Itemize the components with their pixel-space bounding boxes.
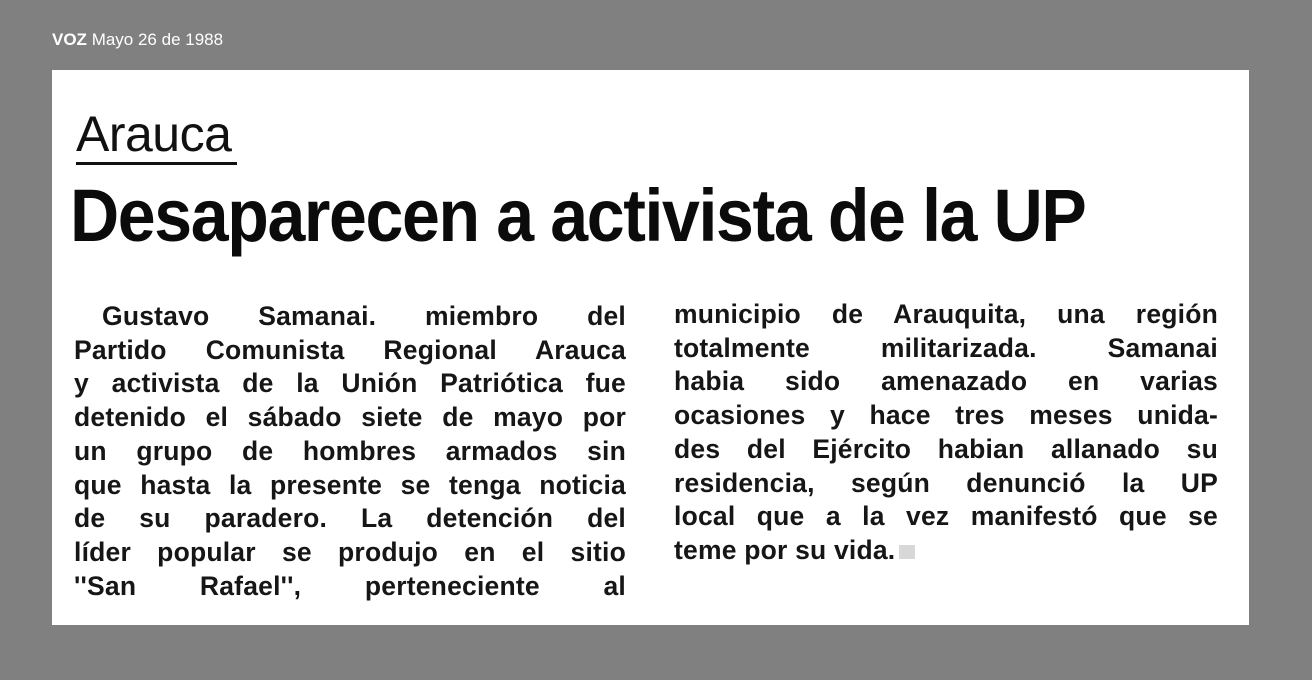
body-line: ''San Rafael'', perteneciente al bbox=[74, 570, 626, 601]
newspaper-clipping bbox=[52, 70, 1249, 625]
body-line: líder popular se produjo en el sitio bbox=[74, 536, 626, 567]
article-column-left bbox=[74, 300, 626, 603]
body-line: ocasiones y hace tres meses unida- bbox=[674, 400, 1218, 431]
source-caption bbox=[52, 30, 223, 50]
body-line-last bbox=[674, 534, 1218, 568]
body-line: residencia, según denunció la UP bbox=[674, 467, 1218, 498]
body-line: local que a la vez manifestó que se bbox=[674, 501, 1218, 532]
body-line: de su paradero. La detención del bbox=[74, 503, 626, 534]
body-line: y activista de la Unión Patriótica fue bbox=[74, 368, 626, 399]
body-line: totalmente militarizada. Samanai bbox=[674, 332, 1218, 363]
body-line: habia sido amenazado en varias bbox=[674, 366, 1218, 397]
body-line: des del Ejército habian allanado su bbox=[674, 433, 1218, 464]
article-column-right bbox=[674, 298, 1218, 568]
body-line: Gustavo Samanai. miembro del bbox=[102, 301, 626, 331]
body-line-text: teme por su vida. bbox=[674, 534, 896, 565]
section-heading: Arauca bbox=[76, 106, 237, 165]
body-line: detenido el sábado siete de mayo por bbox=[74, 402, 626, 433]
headline: Desaparecen a activista de la UP bbox=[70, 174, 1086, 257]
publication-date: Mayo 26 de 1988 bbox=[91, 30, 224, 49]
end-mark-icon bbox=[899, 545, 915, 559]
publication-name: VOZ bbox=[52, 30, 87, 49]
body-line: un grupo de hombres armados sin bbox=[74, 435, 626, 466]
body-line: Partido Comunista Regional Arauca bbox=[74, 334, 626, 365]
body-line: que hasta la presente se tenga noticia bbox=[74, 469, 626, 500]
body-line: municipio de Arauquita, una región bbox=[674, 299, 1218, 329]
